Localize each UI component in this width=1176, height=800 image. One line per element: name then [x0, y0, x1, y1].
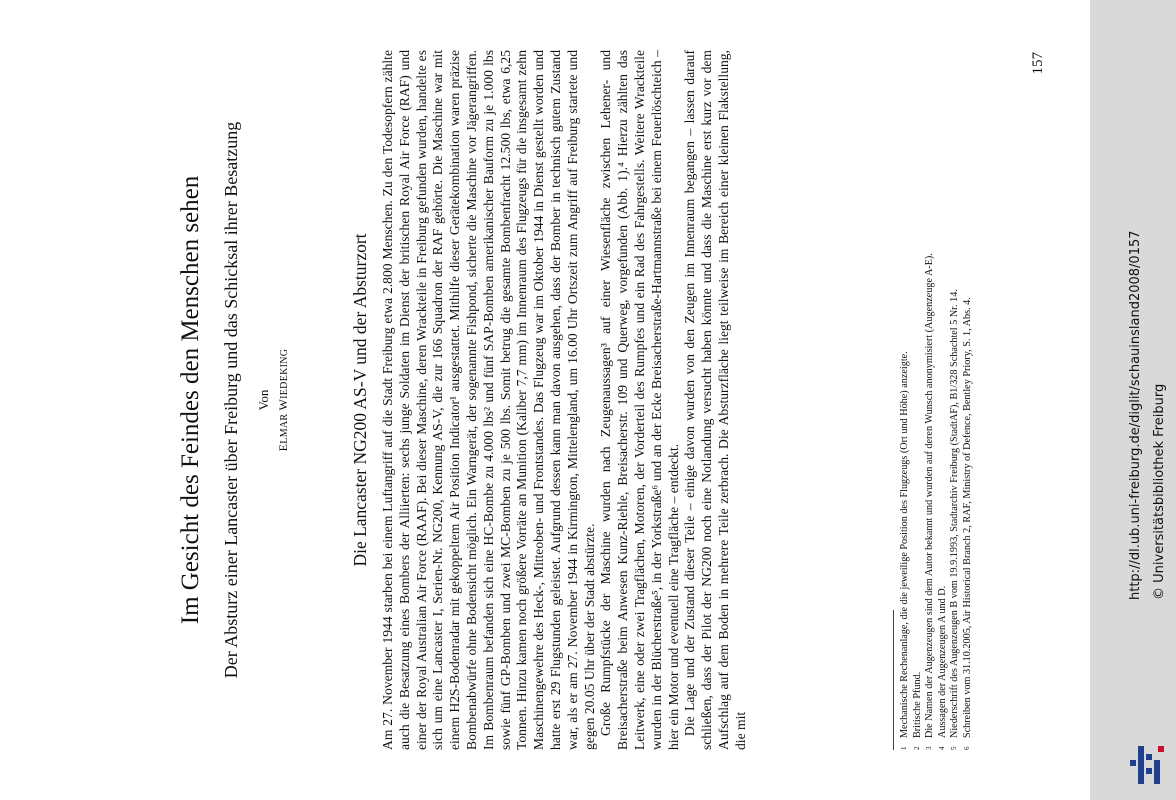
footnote-text: Schreiben vom 31.10.2005, Air Historical Branch 2, RAF, Ministry of Defence, Bentley Priory, S. 1, Abs. 4.: [961, 297, 973, 738]
footnote-text: Aussagen der Augenzeugen A und D.: [936, 585, 948, 738]
footnote: [912, 50, 925, 750]
article-title: Im Gesicht des Feindes den Menschen sehen: [177, 175, 204, 625]
footnote-number: 5: [950, 746, 959, 750]
article-subtitle: Der Absturz einer Lancaster über Freiburg und das Schicksal ihrer Besatzung: [221, 121, 241, 679]
footnote-text: Die Namen der Augenzeugen sind dem Autor bekannt und wurden auf deren Wunsch anonymisiert (Augenzeuge A-E).: [924, 253, 936, 738]
footnote-number: 3: [925, 746, 934, 750]
byline-von: Von: [256, 389, 271, 411]
footnote: [899, 50, 912, 750]
body-text: [380, 50, 750, 750]
footnote: [924, 50, 937, 750]
footnote-number: 2: [912, 746, 921, 750]
paragraph: Die Lage und der Zustand dieser Teile – einige davon wurden von den Zeugen im Innenraum begangen – lassen darauf schließen, dass der Pilot der NG200 noch eine Notlandung versucht haben könnte und dass die Maschine erst kurz vor dem Aufschlag auf dem Boden in mehrere Teile zerbrach. Die Absturzfläche liegt teilweise im Bereich einer kleinen Flakstellung, die mit: [682, 50, 748, 750]
footnote: [949, 50, 962, 750]
footnote-text: Niederschrift des Augenzeugen B vom 19.9.1993, Stadtarchiv Freiburg (StadtAF), B1/328 Schachtel 5 Nr. 14.: [949, 289, 961, 738]
footnote-text: Britische Pfund.: [911, 671, 923, 738]
author-last-initial: W: [276, 398, 290, 411]
section-heading: Die Lancaster NG200 AS-V und der Absturzort: [350, 233, 370, 567]
page-number: 157: [1030, 52, 1046, 75]
author-last-rest: IEDEKING: [279, 348, 290, 399]
author-name: [276, 20, 291, 780]
copyright-notice: © Universitätsbibliothek Freiburg: [1152, 383, 1167, 600]
footnote-number: 4: [937, 746, 946, 750]
author-first-rest: LMAR: [279, 413, 290, 444]
footnote-number: 6: [962, 746, 971, 750]
author-first-initial: E: [276, 443, 290, 452]
paragraph: Große Rumpfstücke der Maschine wurden nach Zeugenaussagen³ auf einer Wiesenfläche zwischen Lehener- und Breisacherstraße beim Anwesen Kunz-Riehle, Breisacherstr. 109 und Querweg, vorgefunden (Abb. 1).⁴ Hierzu zählten das Leitwerk, eine oder zwei Tragflächen, Motoren, der Vorderteil des Rumpfes und ein Rad des Fahrgestells. Weitere Wrackteile wurden in der Blücherstraße⁵, in der Yorkstraße⁶ und an der Ecke Breisacherstraße-Hartmannstraße bei einem Feuerlöschteich – hier ein Motor und eventuell eine Tragfläche – entdeckt.: [598, 50, 681, 750]
paragraph: Am 27. November 1944 starben bei einem Luftangriff auf die Stadt Freiburg etwa 2.800 Menschen. Zu den Todesopfern zählte auch die Besatzung eines Bombers der Alliierten: sechs junge Soldaten im Dienst der britischen Royal Air Force (RAF) und einer der Royal Australian Air Force (RAAF). Bei dieser Maschine, deren Wrackteile in Freiburg gefunden wurden, handelte es sich um eine Lancaster I, Serien-Nr. NG200, Kennung AS-V, die zur 166 Squadron der RAF gehörte. Die Maschine war mit einem H2S-Bodenradar mit gekoppeltem Air Position Indicator¹ ausgestattet. Mithilfe dieser Gerätekombination waren präzise Bombenabwürfe ohne Bodensicht möglich. Ein Warngerät, der sogenannte Fishpond, sicherte die Maschine vor Jägerangriffen. Im Bombenraum befanden sich eine HC-Bombe zu 4.000 lbs² und fünf SAP-Bomben amerikanischer Bauform zu je 1.000 lbs sowie fünf GP-Bomben und zwei MC-Bomben zu je 500 lbs. Somit betrug die gesamte Bombenfracht 12.500 lbs, etwa 6,25 Tonnen. Hinzu kamen noch größere Vorräte an Munition (Kaliber 7,7 mm) im Innenraum des Flugzeugs für die insgesamt zehn Maschinengewehre des Heck-, Mitteoben- und Frontstandes. Das Flugzeug war im Oktober 1944 in Dienst gestellt worden und hatte erst 29 Flugstunden geleistet. Aufgrund dessen kann man davon ausgehen, dass der Bomber in technisch gutem Zustand war, als er am 27. November 1944 in Kirmington, Mittelengland, um 16.00 Uhr Ortszeit zum Angriff auf Freiburg startete und gegen 20.05 Uhr über der Stadt abstürzte.: [380, 50, 597, 750]
footnote-number: 1: [900, 746, 908, 750]
footnote-text: Mechanische Rechenanlage, die die jeweilige Position des Flugzeugs (Ort und Höhe) anzeigte.: [899, 351, 910, 738]
footnote: [962, 50, 975, 750]
source-url-link[interactable]: http://dl.ub.uni-freiburg.de/diglit/schauinsland2008/0157: [1128, 230, 1143, 600]
footnotes: [899, 50, 975, 750]
footnote: [937, 50, 950, 750]
footnote-divider: [893, 610, 894, 750]
university-library-logo-icon: [1128, 742, 1168, 788]
